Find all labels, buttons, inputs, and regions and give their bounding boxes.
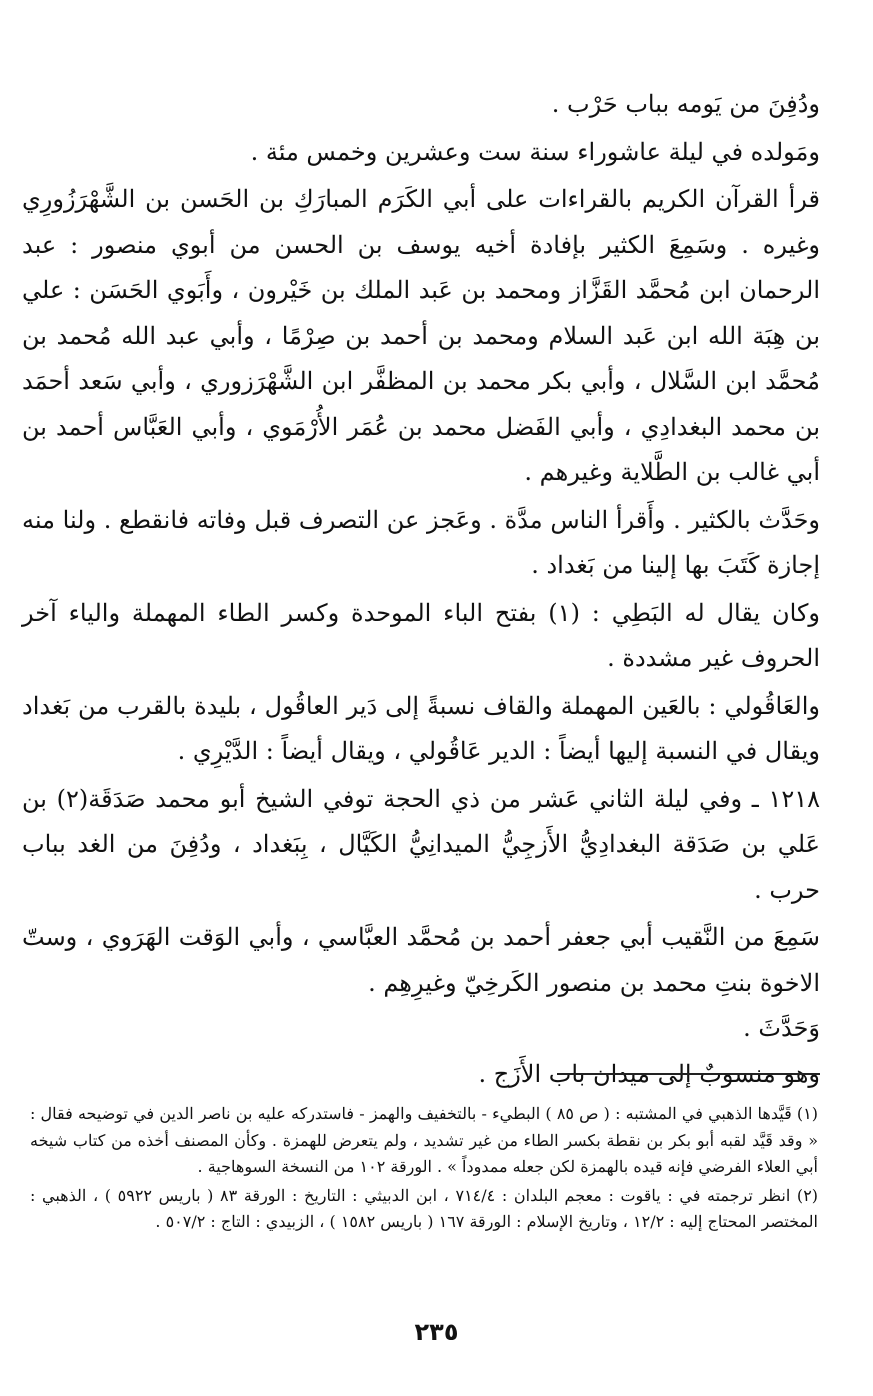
- paragraph-nisba: والعَاقُولي : بالعَين المهملة والقاف نسبةً إلى دَير العاقُول ، بليدة بالقرب من بَغداد ويقال في النسبة إليها أيضاً : الدير عَاقُولي ، ويقال أيضاً : الدَّيْرِي .: [22, 691, 820, 765]
- paragraph-narrated: وَحَدَّثَ .: [743, 1014, 820, 1042]
- footnotes-section: [30, 1101, 818, 1238]
- paragraph-birth: ومَولده في ليلة عاشوراء سنة ست وعشرين وخمس مئة .: [250, 137, 820, 166]
- footnote-divider: [557, 1073, 820, 1075]
- main-text: [22, 82, 820, 1097]
- paragraph-narration: وحَدَّث بالكثير . وأَقرأ الناس مدَّة . وعَجز عن التصرف قبل وفاته فانقطع . ولنا منه إجازة كَتَبَ بها إلينا من بَغداد .: [22, 505, 820, 579]
- footnote-2: (٢) انظر ترجمته في : ياقوت : معجم البلدان : ٧١٤/٤ ، ابن الدبيثي : التاريخ : الورقة ٨٣ ( باريس ٥٩٢٢ ) ، الذهبي : المختصر المحتاج إليه : ١٢/٢ ، وتاريخ الإسلام : الورقة ١٦٧ ( باريس ١٥٨٢ ) ، الزبيدي : التاج : ٥٠٧/٢ .: [30, 1185, 819, 1231]
- paragraph-nickname: وكان يقال له البَطِي : (١) بفتح الباء الموحدة وكسر الطاء المهملة والياء آخر الحروف غير مشددة .: [22, 598, 820, 672]
- paragraph-attribution: وهو منسوبٌ إلى ميدان باب الأَزَج .: [478, 1059, 820, 1088]
- paragraph-teachers: قرأ القرآن الكريم بالقراءات على أبي الكَرَم المبارَكِ بن الحَسن بن الشَّهْرَزُورِي وغيره . وسَمِعَ الكثير بإفادة أخيه يوسف بن الحسن من أبوي منصور : عبد الرحمان ابن مُحمَّد القَزَّاز ومحمد بن عَبد الملك بن خَيْرون ، وأَبَوي الحَسَن : علي بن هِبَة الله ابن عَبد السلام ومحمد بن أحمد بن صِرْمًا ، وأبي عبد الله مُحمد بن مُحمَّد ابن السَّلال ، وأبي بكر محمد بن المظفَّر ابن الشَّهْرَزوري ، وأبي سَعد أحمَد بن محمد البغدادِي ، وأبي الفَضل محمد بن عُمَر الأُرْمَوي ، وأبي العَبَّاس أحمد بن أبي غالب بن الطَّلاية وغيرهم .: [22, 185, 821, 486]
- paragraph-burial: ودُفِنَ من يَومه بباب حَرْب .: [551, 90, 820, 118]
- paragraph-heard-from: سَمِعَ من النَّقيب أبي جعفر أحمد بن مُحمَّد العبَّاسي ، وأبي الوَقت الهَرَوي ، وستّ الاخوة بنتِ محمد بن منصور الكَرخِيّ وغيرِهِم .: [22, 923, 820, 997]
- paragraph-entry-1218: ١٢١٨ ـ وفي ليلة الثاني عَشر من ذي الحجة توفي الشيخ أبو محمد صَدَقَة(٢) بن عَلي بن صَدَقة البغدادِيُّ الأَزجِيُّ الميدانِيُّ الكَيَّال ، بِبَغداد ، ودُفِنَ من الغد بباب حرب .: [22, 784, 821, 904]
- footnote-1: (١) قَيَّدها الذهبي في المشتبه : ( ص ٨٥ ) البطيء - بالتخفيف والهمز - فاستدركه عليه بن ناصر الدين في توضيحه فقال : « وقد قَيَّد لقبه أبو بكر بن نقطة بكسر الطاء من غير تشديد ، ولم يتعرض للهمزة . وكأن المصنف أخذه من كتاب شيخه أبي العلاء الفرضي فإنه قيده بالهمزة لكن جعله ممدوداً » . الورقة ١٠٢ من النسخة السوهاجية .: [30, 1104, 818, 1176]
- page-number: ٢٣٥: [414, 1318, 459, 1346]
